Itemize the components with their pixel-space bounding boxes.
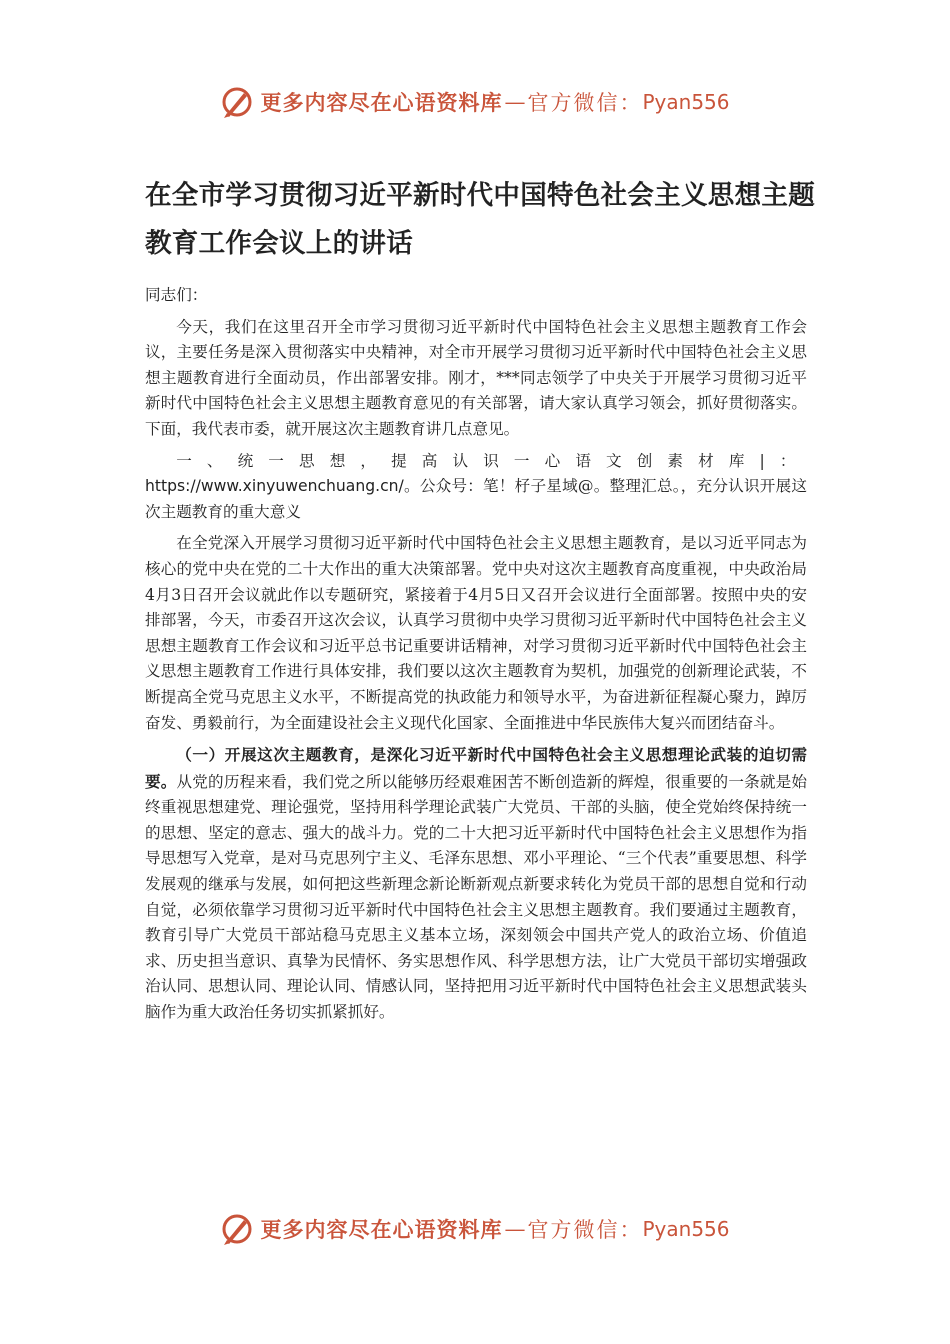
banner-separator: — [504,1217,526,1241]
pen-logo-icon [220,1212,254,1246]
section-heading-lead: 一、统一思想，提高认识一心语文创素材库|： [176,451,807,470]
section-heading-rest: 。公众号：笔！杍子星域@。整理汇总。，充分认识开展这次主题教育的重大意义 [145,477,807,521]
banner-main-text: 更多内容尽在心语资料库 [260,90,503,115]
header-banner [0,80,950,124]
banner-wechat-id: Pyan556 [642,1217,730,1241]
paragraph-intro: 今天，我们在这里召开全市学习贯彻习近平新时代中国特色社会主义思想主题教育工作会议，主要任务是深入贯彻落实中央精神，对全市开展学习贯彻习近平新时代中国特色社会主义思想主题教育进行全面动员，作出部署安排。刚才，***同志领学了中央关于开展学习贯彻习近平新时代中国特色社会主义思想主题教育意见的有关部署，请大家认真学习领会，抓好贯彻落实。下面，我代表市委，就开展这次主题教育讲几点意见。 [145,317,807,438]
footer-banner [0,1207,950,1251]
banner-wechat-label: 官方微信： [527,1218,643,1242]
salutation: 同志们： [145,286,208,304]
banner-wechat-label: 官方微信： [527,91,643,115]
subsection-text: 从党的历程来看，我们党之所以能够历经艰难困苦不断创造新的辉煌，很重要的一条就是始终重视思想建党、理论强党，坚持用科学理论武装广大党员、干部的头脑，使全党始终保持统一的思想、坚定的意志、强大的战斗力。党的二十大把习近平新时代中国特色社会主义思想作为指导思想写入党章，是对马克思列宁主义、毛泽东思想、邓小平理论、“三个代表”重要思想、科学发展观的继承与发展，如何把这些新理念新论断新观点新要求转化为党员干部的思想自觉和行动自觉，必须依靠学习贯彻习近平新时代中国特色社会主义思想主题教育。我们要通过主题教育，教育引导广大党员干部站稳马克思主义基本立场，深刻领会中国共产党人的政治立场、价值追求、历史担当意识、真挚为民情怀、务实思想作风、科学思想方法，让广大党员干部切实增强政治认同、思想认同、理论认同、情感认同，坚持把用习近平新时代中国特色社会主义思想武装头脑作为重大政治任务切实抓紧抓好。 [145,772,807,1022]
section-heading-url[interactable]: https://www.xinyuwenchuang.cn/ [145,477,404,496]
paragraph-subsection-1 [145,742,807,1026]
document-body [145,283,807,1026]
banner-separator: — [504,90,526,114]
paragraph-significance: 在全党深入开展学习贯彻习近平新时代中国特色社会主义思想主题教育，是以习近平同志为核心的党中央在党的二十大作出的重大决策部署。党中央对这次主题教育高度重视，中央政治局4月3日召开会议就此作以专题研究，紧接着于4月5日又召开会议进行全面部署。按照中央的安排部署，今天，市委召开这次会议，认真学习贯彻中央学习贯彻习近平新时代中国特色社会主义思想主题教育工作会议和习近平总书记重要讲话精神，对学习贯彻习近平新时代中国特色社会主义思想主题教育工作进行具体安排，我们要以这次主题教育为契机，加强党的创新理论武装，不断提高全党马克思主义水平，不断提高党的执政能力和领导水平，为奋进新征程凝心聚力，踔厉奋发、勇毅前行，为全面建设社会主义现代化国家、全面推进中华民族伟大复兴而团结奋斗。 [145,534,807,732]
document-title: 在全市学习贯彻习近平新时代中国特色社会主义思想主题教育工作会议上的讲话 [145,180,815,259]
banner-wechat-id: Pyan556 [642,90,730,114]
pen-logo-icon [220,85,254,119]
section-heading-1 [145,449,807,526]
subsection-heading: （一）开展这次主题教育，是深化习近平新时代中国特色社会主义思想理论武装的迫切需要。 [145,745,807,791]
banner-main-text: 更多内容尽在心语资料库 [260,1217,503,1242]
